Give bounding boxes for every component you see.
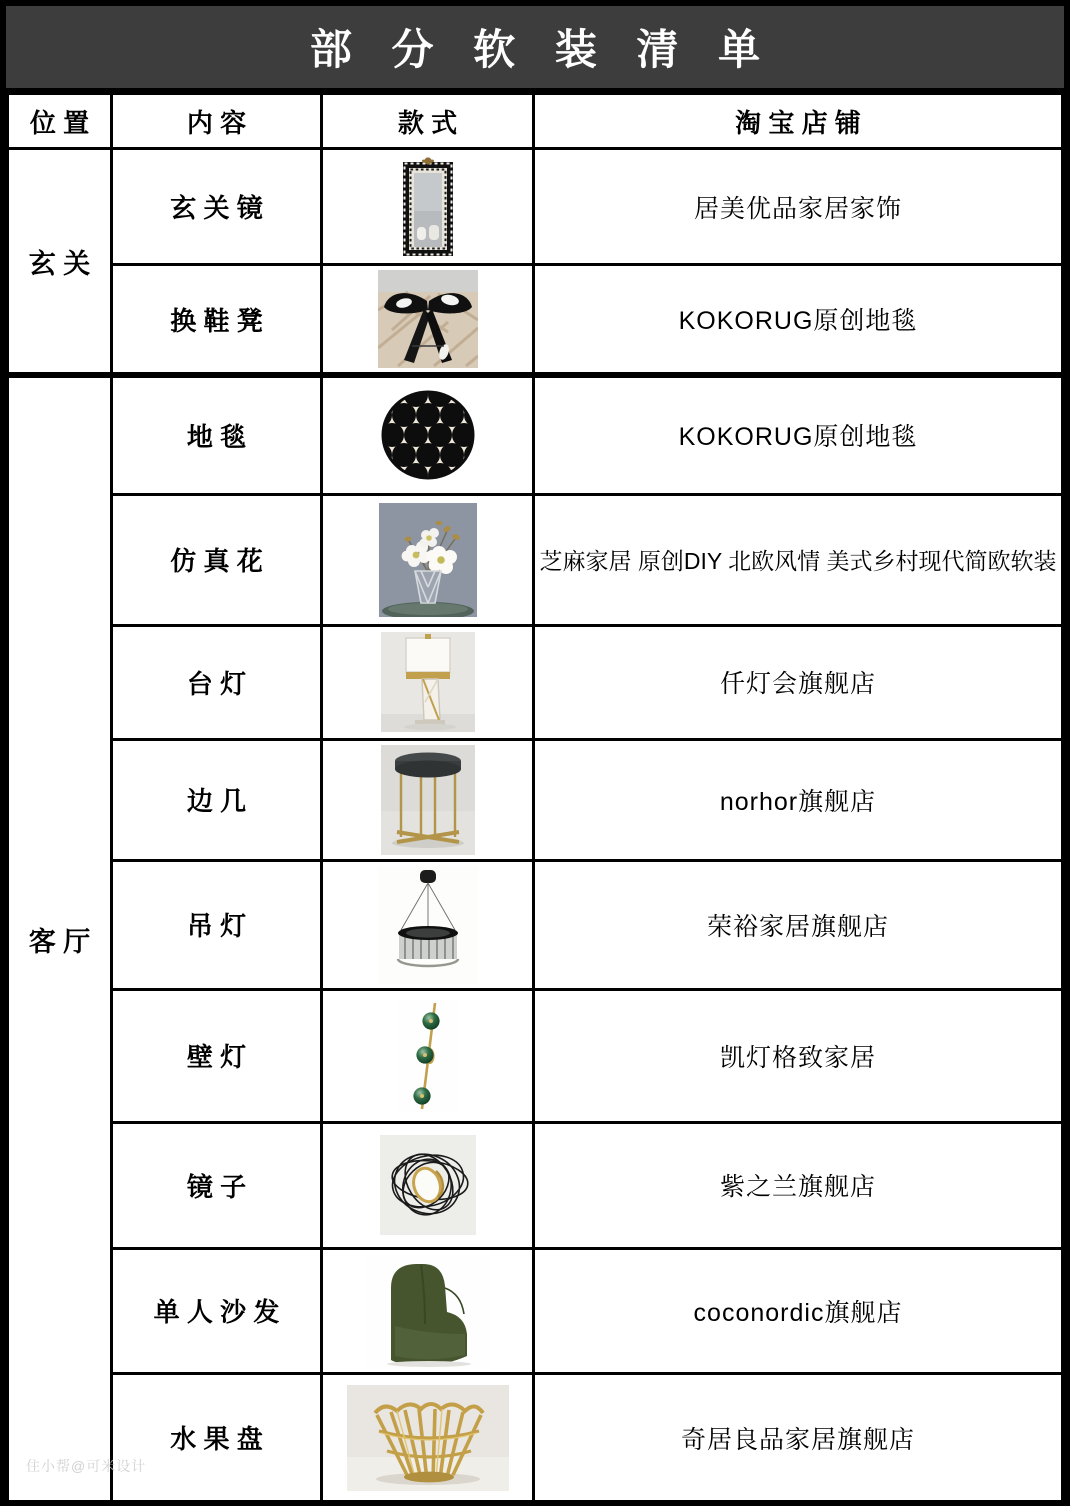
artificial-flowers-photo: [379, 503, 477, 617]
content-cell: 单 人 沙 发: [112, 1248, 322, 1373]
shop-cell: 凯灯格致家居: [534, 989, 1063, 1122]
table-row: [8, 265, 1063, 376]
style-cell: [322, 625, 534, 739]
content-cell: 玄 关 镜: [112, 149, 322, 265]
shop-cell: 居美优品家居家饰: [534, 149, 1063, 265]
abstract-wire-mirror-photo: [380, 1135, 476, 1235]
table-row: [8, 989, 1063, 1122]
table-row: [8, 860, 1063, 989]
shop-cell: KOKORUG原创地毯: [534, 375, 1063, 494]
style-cell: [322, 375, 534, 494]
shop-cell: coconordic旗舰店: [534, 1248, 1063, 1373]
table-row: [8, 1248, 1063, 1373]
content-cell: 仿 真 花: [112, 494, 322, 625]
green-armchair-photo: [365, 1254, 491, 1368]
table-row: [8, 625, 1063, 739]
shop-cell: norhor旗舰店: [534, 739, 1063, 860]
style-cell: [322, 265, 534, 376]
shop-cell: 紫之兰旗舰店: [534, 1122, 1063, 1248]
style-cell: [322, 149, 534, 265]
pendant-lamp-photo: [378, 866, 478, 984]
table-row: [8, 1122, 1063, 1248]
side-table-photo: [381, 745, 475, 855]
style-cell: [322, 739, 534, 860]
header-cell-content: 内 容: [112, 94, 322, 149]
style-cell: [322, 989, 534, 1122]
style-cell: [322, 1373, 534, 1502]
gold-fruit-bowl-photo: [347, 1385, 509, 1491]
sheet-title: 部 分 软 装 清 单: [309, 26, 775, 73]
table-row: [8, 375, 1063, 494]
content-cell: 换 鞋 凳: [112, 265, 322, 376]
section-cell-entrance: 玄 关: [8, 149, 112, 376]
section-cell-living-room: 客 厅: [8, 375, 112, 1502]
content-cell: 水 果 盘: [112, 1373, 322, 1502]
style-cell: [322, 1248, 534, 1373]
header-cell-style: 款 式: [322, 94, 534, 149]
style-cell: [322, 860, 534, 989]
shop-cell: 芝麻家居 原创DIY 北欧风情 美式乡村现代简欧软装: [534, 494, 1063, 625]
shop-cell: 荣裕家居旗舰店: [534, 860, 1063, 989]
style-cell: [322, 494, 534, 625]
content-cell: 台 灯: [112, 625, 322, 739]
shop-cell: 奇居良品家居旗舰店: [534, 1373, 1063, 1502]
furnishing-table: [6, 92, 1064, 1504]
table-row: [8, 1373, 1063, 1502]
entrance-mirror-photo: [395, 155, 461, 259]
header-cell-location: 位 置: [8, 94, 112, 149]
table-lamp-photo: [381, 632, 475, 732]
content-cell: 镜 子: [112, 1122, 322, 1248]
content-cell: 吊 灯: [112, 860, 322, 989]
table-row: [8, 149, 1063, 265]
sheet-title-bar: [6, 6, 1064, 92]
style-cell: [322, 1122, 534, 1248]
content-cell: 地 毯: [112, 375, 322, 494]
content-cell: 壁 灯: [112, 989, 322, 1122]
shop-cell: KOKORUG原创地毯: [534, 265, 1063, 376]
shop-cell: 仟灯会旗舰店: [534, 625, 1063, 739]
round-rug-photo: [380, 389, 476, 481]
table-row: [8, 494, 1063, 625]
watermark-text: 住小帮@可米设计: [26, 1458, 147, 1474]
header-row: [8, 94, 1063, 149]
wall-lamp-photo: [399, 1000, 457, 1112]
shoe-stool-photo: [378, 270, 478, 368]
content-cell: 边 几: [112, 739, 322, 860]
header-cell-shop: 淘 宝 店 铺: [534, 94, 1063, 149]
table-row: [8, 739, 1063, 860]
